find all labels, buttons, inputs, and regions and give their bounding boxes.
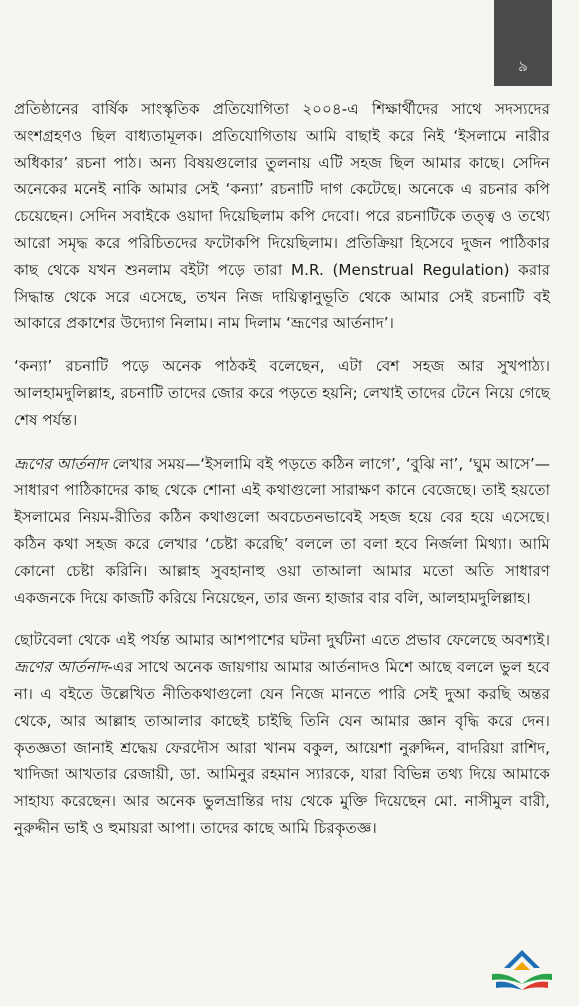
book-title-italic: ভ্রূণের আর্তনাদ xyxy=(14,454,108,473)
publisher-logo-icon xyxy=(490,944,554,996)
paragraph-3 xyxy=(14,451,550,612)
page-body xyxy=(14,96,550,859)
paragraph-4 xyxy=(14,627,550,841)
book-title-italic: ভ্রূণের আর্তনাদ xyxy=(14,658,108,677)
paragraph-2: ‘কন্যা’ রচনাটি পড়ে অনেক পাঠকই বলেছেন, এটা বেশ সহজ আর সুখপাঠ্য। আলহামদুলিল্লাহ, রচনাটি তাদের জোর করে পড়তে হয়নি; লেখাই তাদের টেনে নিয়ে গেছে শেষ পর্যন্ত। xyxy=(14,357,550,429)
paragraph-3-text: লেখার সময়—‘ইসলামি বই পড়তে কঠিন লাগে’, ‘বুঝি না’, ‘ঘুম আসে’—সাধারণ পাঠিকাদের কাছ থেকে শোনা এই কথাগুলো সারাক্ষণ কানে বেজেছে। তাই হয়তো ইসলামের নিয়ম-রীতির কঠিন কথাগুলো অবচেতনভাবেই সহজ হয়ে বের হয়ে এসেছে। কঠিন কথা সহজ করে লেখার ‘চেষ্টা করেছি’ বললে তা বলা হবে নির্জলা মিথ্যা। আমি কোনো চেষ্টা করিনি। আল্লাহ সুবহানাহু ওয়া তাআলা আমার মতো অতি সাধারণ একজনকে দিয়ে কাজটি করিয়ে নিয়েছেন, তার জন্য হাজার বার বলি, আলহামদুলিল্লাহ। xyxy=(14,454,550,607)
page-number-tab xyxy=(494,0,552,86)
page-number: ৯ xyxy=(518,57,528,75)
paragraph-1: প্রতিষ্ঠানের বার্ষিক সাংস্কৃতিক প্রতিযোগিতা ২০০৪-এ শিক্ষার্থীদের সাথে সদস্যদের অংশগ্রহণও ছিল বাধ্যতামূলক। প্রতিযোগিতায় আমি বাছাই করে নিই ‘ইসলামে নারীর অধিকার’ রচনা পাঠ। অন্য বিষয়গুলোর তুলনায় এটি সহজ ছিল আমার কাছে। সেদিন অনেকের মনেই নাকি আমার সেই ‘কন্যা’ রচনাটি দাগ কেটেছে। অনেকে এ রচনার কপি চেয়েছেন। সেদিন সবাইকে ওয়াদা দিয়েছিলাম কপি দেবো। পরে রচনাটিকে তত্ত্ব ও তথ্যে আরো সমৃদ্ধ করে পরিচিতদের ফটোকপি দিয়েছিলাম। প্রতিক্রিয়া হিসেবে দুজন পাঠিকার কাছ থেকে যখন শুনলাম বইটা পড়ে তারা M.R. (Menstrual Regulation) করার সিদ্ধান্ত থেকে সরে এসেছে, তখন নিজ দায়িত্বানুভূতি থেকে আমার সেই রচনাটি বই আকারে প্রকাশের উদ্যোগ নিলাম। নাম দিলাম ‘ভ্রূণের আর্তনাদ’। xyxy=(14,100,550,333)
paragraph-4-text-before: ছোটবেলা থেকে এই পর্যন্ত আমার আশপাশের ঘটনা দুর্ঘটনা এতে প্রভাব ফেলেছে অবশ্যই। xyxy=(14,631,550,650)
paragraph-4-text-after: -এর সাথে অনেক জায়গায় আমার আর্তনাদও মিশে আছে বললে ভুল হবে না। এ বইতে উল্লেখিত নীতিকথাগুলো যেন নিজে মানতে পারি সেই দুআ করছি অন্তর থেকে, আর আল্লাহ তাআলার কাছেই চাইছি তিনি যেন আমার জ্ঞান বৃদ্ধি করে দেন। কৃতজ্ঞতা জানাই শ্রদ্ধেয় ফেরদৌস আরা খানম বকুল, আয়েশা নুরুদ্দিন, বাদরিয়া রাশিদ, খাদিজা আখতার রেজায়ী, ডা. আমিনুর রহমান স্যারকে, যারা বিভিন্ন তথ্য দিয়ে আমাকে সাহায্য করেছেন। আর অনেক ভুলভ্রান্তির দায় থেকে মুক্তি দিয়েছেন মো. নাসীমুল বারী, নুরুদ্দীন ভাই ও হুমায়রা আপা। তাদের কাছে আমি চিরকৃতজ্ঞ। xyxy=(14,658,550,837)
